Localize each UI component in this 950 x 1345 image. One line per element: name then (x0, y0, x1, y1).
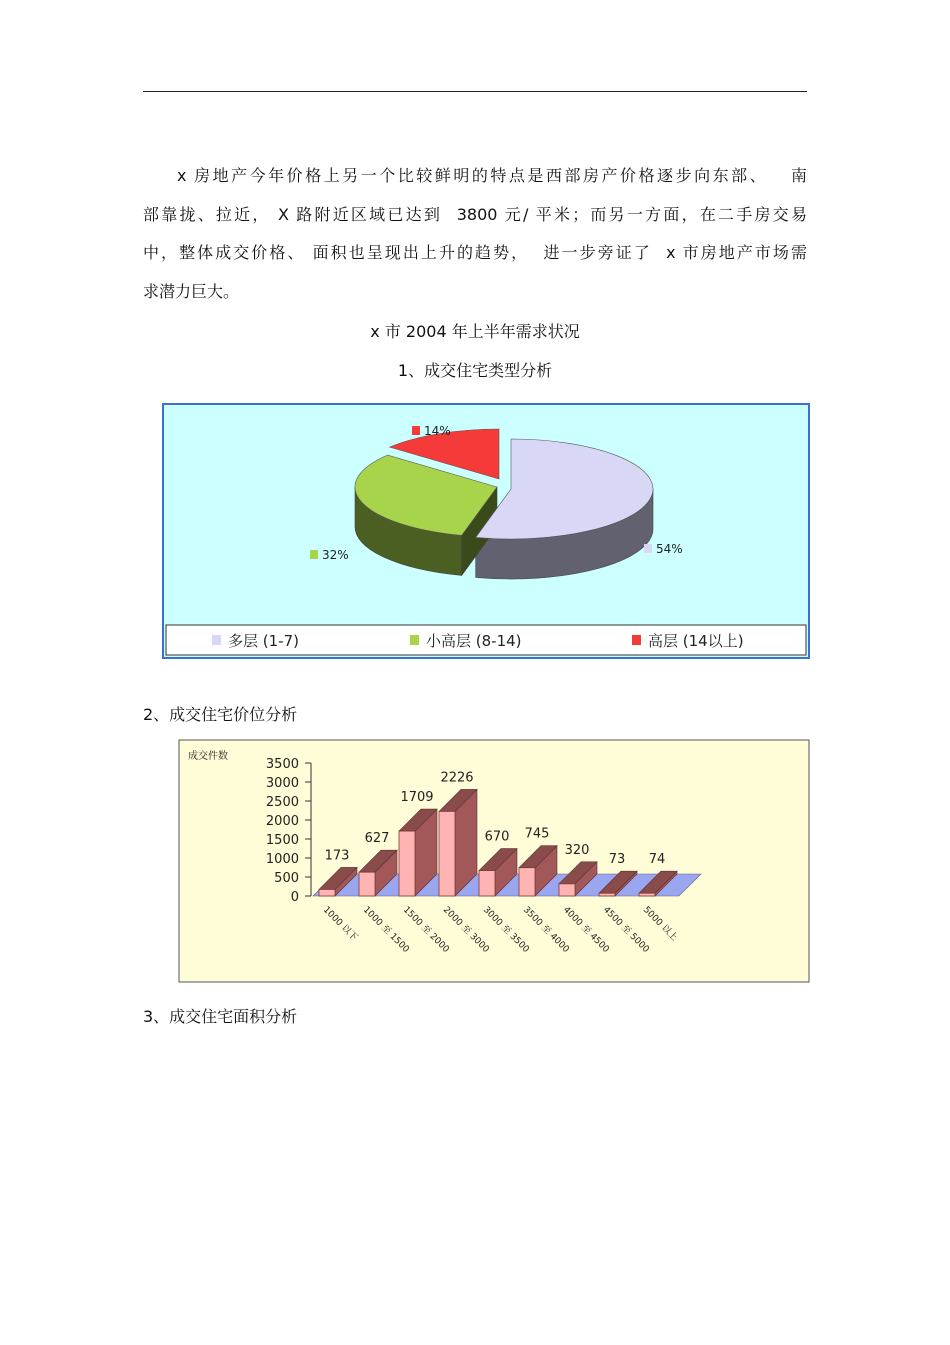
paragraph-line: x 房地产今年价格上另一个比较鲜明的特点是西部房产价格逐步向东部、 南 (177, 166, 807, 185)
pie-label-swatch (644, 544, 652, 553)
x-tick-label: 2000 至 3000 (440, 905, 491, 955)
x-tick-label: 5000 以上 (640, 905, 679, 944)
x-tick-label: 4500 至 5000 (600, 905, 651, 955)
bar-value-label: 627 (364, 831, 390, 847)
legend-label: 高层 (14以上) (648, 632, 744, 650)
x-tick-label: 3500 至 4000 (520, 905, 571, 955)
pie-label-swatch (310, 550, 318, 559)
bar-value-label: 745 (524, 826, 550, 842)
bar-value-label: 320 (564, 842, 590, 858)
y-tick-label: 1000 (265, 852, 299, 867)
y-axis-title: 成交件数 (188, 751, 228, 762)
header-rule (143, 91, 807, 92)
x-tick-label: 1000 至 1500 (360, 905, 411, 955)
pie-value-label: 54% (656, 542, 683, 556)
legend-swatch (410, 635, 419, 645)
legend-label: 多层 (1-7) (228, 632, 299, 650)
bar-value-label: 73 (608, 852, 626, 868)
report-title: x 市 2004 年上半年需求状况 (370, 322, 580, 341)
legend-swatch (212, 635, 221, 645)
section3-heading: 3、成交住宅面积分析 (143, 1007, 298, 1026)
bar (439, 811, 455, 896)
y-tick-label: 3000 (265, 776, 299, 791)
bar-value-label: 74 (648, 852, 666, 868)
bar (599, 893, 615, 896)
bar-value-label: 1709 (400, 790, 434, 806)
pie-label-swatch (412, 426, 420, 435)
y-tick-label: 3500 (265, 757, 299, 772)
y-tick-label: 0 (290, 890, 299, 905)
x-tick-label: 4000 至 4500 (560, 905, 611, 955)
y-tick-label: 500 (274, 871, 299, 886)
bar-value-label: 2226 (440, 770, 474, 786)
bar (519, 868, 535, 896)
bar (319, 889, 335, 896)
x-tick-label: 3000 至 3500 (480, 905, 531, 955)
pie-value-label: 32% (322, 548, 349, 562)
section2-heading: 2、成交住宅价位分析 (143, 705, 298, 724)
intro-paragraph (143, 157, 807, 311)
x-tick-label: 1000 以下 (320, 905, 359, 944)
bar-value-label: 670 (484, 829, 510, 845)
bar (559, 884, 575, 896)
price-range-bar-chart (178, 739, 810, 983)
paragraph-line: 部靠拢、拉近， X 路附近区域已达到 3800 元/ 平米；而另一方面，在二手房交易 (143, 204, 807, 224)
legend-swatch (632, 635, 641, 645)
y-tick-label: 1500 (265, 833, 299, 848)
bar (479, 871, 495, 896)
y-tick-label: 2500 (265, 795, 299, 810)
bar (399, 831, 415, 896)
bar (639, 893, 655, 896)
paragraph-line: 求潜力巨大。 (143, 281, 240, 301)
y-tick-label: 2000 (265, 814, 299, 829)
bar-value-label: 173 (324, 848, 350, 864)
pie-value-label: 14% (424, 424, 451, 438)
housing-type-pie-chart (162, 403, 810, 659)
legend-label: 小高层 (8-14) (426, 632, 522, 650)
bar-chart-svg (178, 739, 810, 983)
pie-chart-svg (162, 403, 810, 659)
x-tick-label: 1500 至 2000 (400, 905, 451, 955)
bar (359, 872, 375, 896)
section1-heading: 1、成交住宅类型分析 (397, 361, 553, 380)
paragraph-line: 中，整体成交价格、 面积也呈现出上升的趋势， 进一步旁证了 x 市房地产市场需 (143, 243, 807, 262)
